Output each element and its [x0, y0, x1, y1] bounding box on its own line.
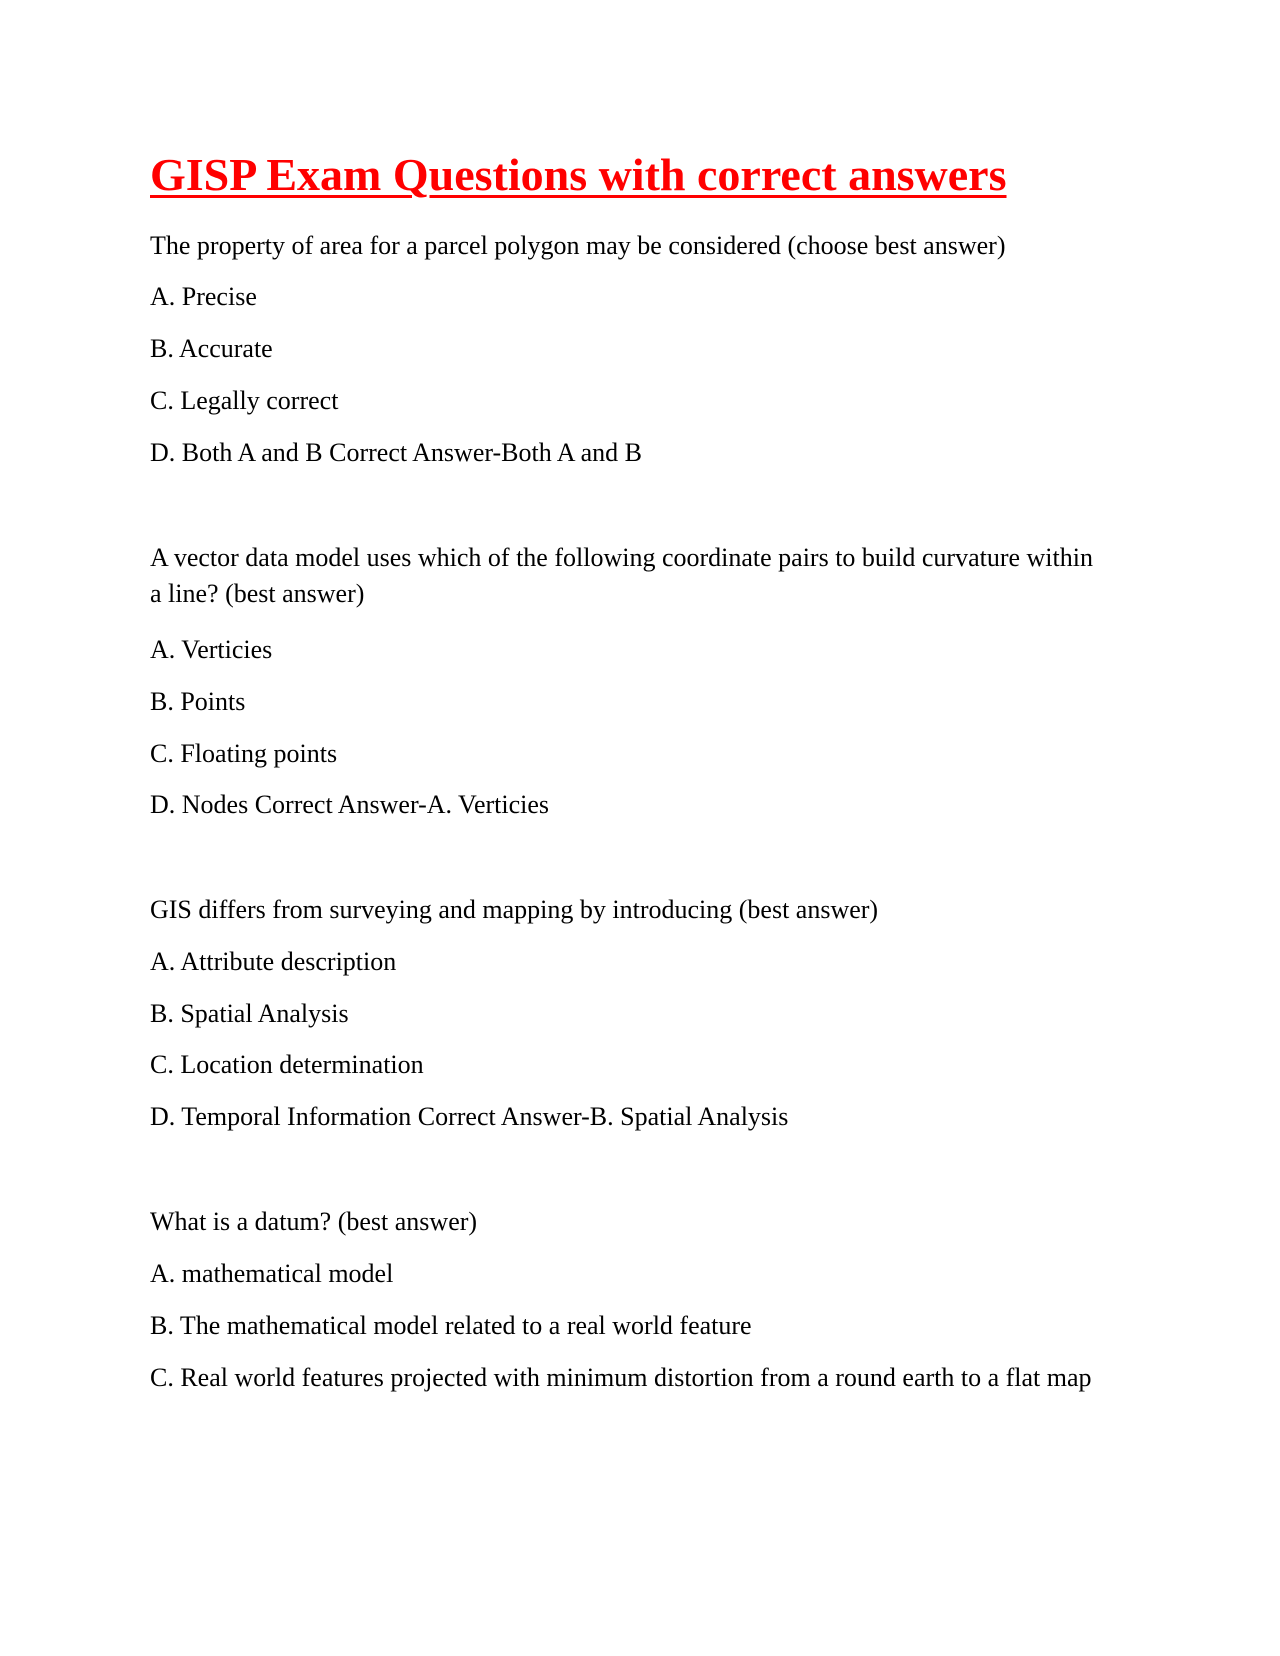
question-4-prompt: What is a datum? (best answer): [150, 1207, 478, 1236]
question-4-option-b: B. The mathematical model related to a real world feature: [150, 1311, 752, 1340]
question-3-prompt: GIS differs from surveying and mapping by introducing (best answer): [150, 895, 879, 924]
question-4-option-c: C. Real world features projected with minimum distortion from a round earth to a flat map: [150, 1363, 1092, 1392]
question-2-option-b: B. Points: [150, 687, 246, 716]
question-2-option-c: C. Floating points: [150, 739, 338, 768]
question-3-option-d: D. Temporal Information Correct Answer-B. Spatial Analysis: [150, 1102, 789, 1131]
question-1-prompt: The property of area for a parcel polygon may be considered (choose best answer): [150, 231, 1006, 260]
question-4-option-a: A. mathematical model: [150, 1259, 394, 1288]
question-3-option-c: C. Location determination: [150, 1050, 424, 1079]
question-1-option-c: C. Legally correct: [150, 386, 339, 415]
question-1-option-d: D. Both A and B Correct Answer-Both A and B: [150, 438, 643, 467]
question-2-option-d: D. Nodes Correct Answer-A. Verticies: [150, 790, 550, 819]
question-3-option-b: B. Spatial Analysis: [150, 999, 349, 1028]
question-1-option-a: A. Precise: [150, 282, 257, 311]
question-2-prompt: A vector data model uses which of the following coordinate pairs to build curvature within a line? (best answer): [150, 543, 1093, 608]
question-3-option-a: A. Attribute description: [150, 947, 397, 976]
question-1-option-b: B. Accurate: [150, 334, 273, 363]
question-2-option-a: A. Verticies: [150, 635, 273, 664]
document-title: GISP Exam Questions with correct answers: [150, 149, 1007, 200]
